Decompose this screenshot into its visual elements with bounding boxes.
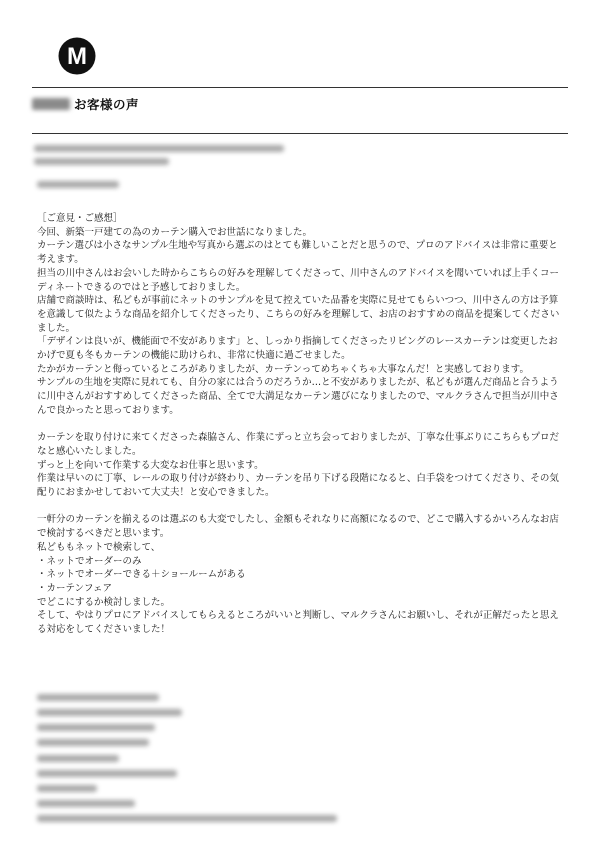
redacted-footer-line (37, 800, 135, 807)
redacted-footer-line (37, 755, 119, 762)
redacted-tag (32, 98, 70, 110)
paragraph-gap (37, 418, 567, 432)
redacted-date-line (37, 181, 119, 188)
message-body (37, 212, 567, 637)
redacted-email-line (34, 158, 169, 165)
body-paragraph: でどこにするか検討しました。 (37, 596, 171, 608)
body-paragraph: 作業は早いのに丁寧、レールの取り付けが終わり、カーテンを吊り下げる段階になると、白手袋をつけてくださり、その気配りにおまかせしておいて大丈夫！と安心できました。 (37, 473, 559, 499)
redacted-footer-line (37, 815, 337, 822)
page-title: お客様の声 (74, 97, 140, 112)
redacted-footer-line (37, 739, 149, 746)
redacted-footer-line (37, 694, 159, 701)
redacted-footer-line (37, 785, 97, 792)
body-paragraph: そして、やはりプロにアドバイスしてもらえるところがいいと判断し、マルクラさんにお願いし、それが正解だったと思える対応をしてくださいました！ (37, 610, 559, 636)
header-divider-top (32, 87, 568, 88)
redacted-footer-line (37, 724, 155, 731)
body-paragraph: サンプルの生地を実際に見れても、自分の家には合うのだろうか…と不安がありましたが、私どもが選んだ商品と合うように川中さんがおすすめしてくださった商品、全てで大満足なカーテン選びになりましたので、マルクラさんで担当が川中さんで良かったと思っております。 (37, 377, 559, 416)
body-paragraph: 今回、新築一戸建ての為のカーテン購入でお世話になりました。 (37, 226, 313, 238)
brand-logo (58, 37, 96, 75)
body-paragraph: 一軒分のカーテンを揃えるのは選ぶのも大変でしたし、金額もそれなりに高額になるので、どこで購入するかいろんなお店で検討するべきだと思います。 (37, 514, 559, 540)
body-paragraph: ・ネットでオーダーのみ (37, 555, 142, 567)
body-paragraph: 店舗で商談時は、私どもが事前にネットのサンプルを見て控えていた品番を実際に見せてもらいつつ、川中さんの方は予算を意識して似たような商品を紹介してくださったり、こちらの好みを理解して、お店のおすすめの商品を提案してくださいました。 (37, 295, 560, 334)
body-paragraph: ・ネットでオーダーできる＋ショールームがある (37, 569, 246, 581)
redacted-footer-line (37, 709, 182, 716)
redacted-email-line (34, 145, 284, 152)
body-paragraph: カーテン選びは小さなサンプル生地や写真から選ぶのはとても難しいことだと思うので、プロのアドバイスは非常に重要と考えます。 (37, 240, 558, 266)
body-paragraph: ・カーテンフェア (37, 582, 113, 594)
paragraph-gap (37, 500, 567, 514)
body-paragraph: ずっと上を向いて作業する大変なお仕事と思います。 (37, 459, 264, 471)
page-title-row (32, 93, 139, 115)
logo-letter: M (67, 43, 87, 70)
body-paragraph: 私どももネットで検索して、 (37, 541, 161, 553)
body-paragraph: カーテンを取り付けに来てくださった森脇さん、作業にずっと立ち会っておりましたが、丁寧な仕事ぶりにこちらもプロだなと感心いたしました。 (37, 432, 560, 457)
redacted-footer-line (37, 770, 177, 777)
header-divider-bottom (32, 133, 568, 134)
body-paragraph: 「デザインは良いが、機能面で不安があります」と、しっかり指摘してくださったリビングのレースカーテンは変更したおかげで夏も冬もカーテンの機能に助けられ、非常に快適に過ごせました。 (37, 336, 558, 362)
body-paragraph: たかがカーテンと侮っているところがありましたが、カーテンってめちゃくちゃ大事なんだ！と実感しております。 (37, 363, 530, 375)
body-paragraph: 担当の川中さんはお会いした時からこちらの好みを理解してくださって、川中さんのアドバイスを聞いていれば上手くコーディネートできるのではと予感しておりました。 (37, 267, 560, 293)
body-paragraph: ［ご意見・ご感想］ (37, 213, 123, 224)
